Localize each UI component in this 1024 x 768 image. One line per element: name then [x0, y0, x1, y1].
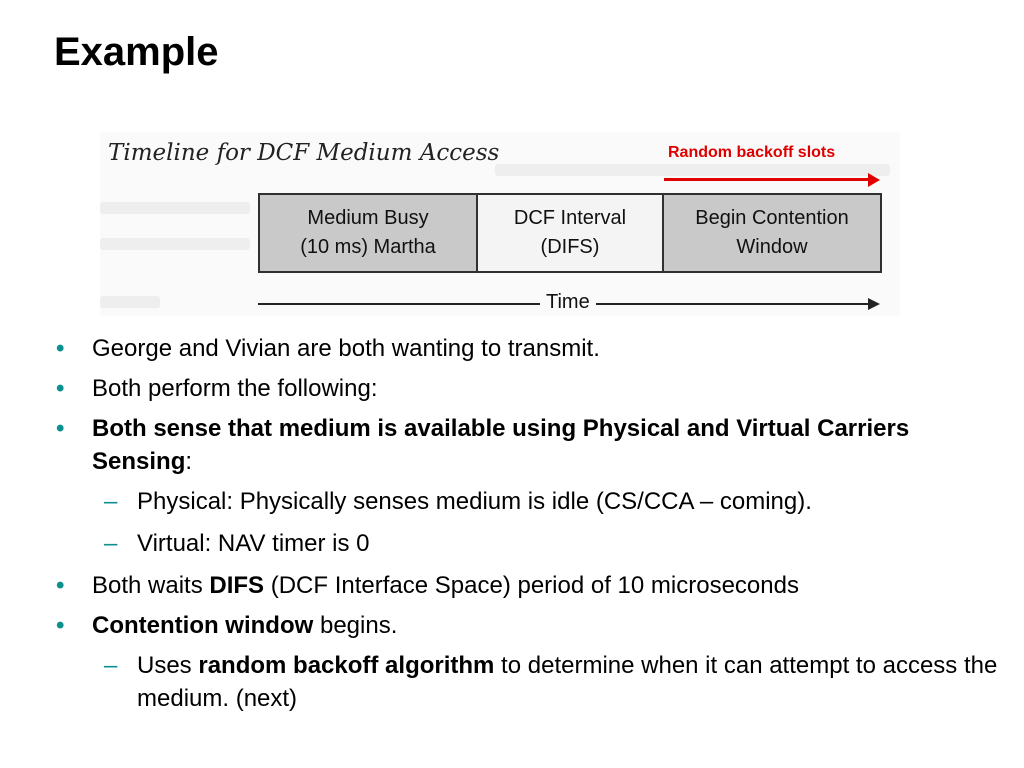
bullet-text: : [185, 448, 193, 475]
figure-caption: Timeline for DCF Medium Access [108, 140, 500, 166]
sub-bullet-item [54, 649, 1004, 715]
bullet-item [54, 332, 1004, 365]
sub-bullet-text: Physical: Physically senses medium is idle (CS/CCA – coming). [137, 488, 812, 515]
medium-busy-label: Medium Busy [307, 207, 429, 229]
bullet-marker: • [56, 415, 65, 442]
random-backoff-annotation: Random backoff slots [668, 144, 836, 161]
medium-busy-box [258, 193, 478, 273]
slide-title: Example [54, 30, 219, 74]
sub-bullet-item [54, 527, 1004, 560]
bullet-item [54, 412, 1004, 478]
scan-background-text [100, 296, 160, 308]
sub-bullet-marker: – [104, 652, 118, 679]
bullet-marker: • [56, 612, 65, 639]
bullet-text: Both perform the following: [92, 375, 378, 402]
sub-bullet-text: to determine when it can attempt to access the medium. (next) [137, 652, 998, 712]
contention-window-box [662, 193, 882, 273]
bullet-text: George and Vivian are both wanting to transmit. [92, 335, 600, 362]
bullet-item [54, 569, 1004, 602]
sub-bullet-item [54, 485, 1004, 518]
sub-bullet-marker: – [104, 530, 118, 557]
bullet-item [54, 609, 1004, 642]
contention-window-label: Begin Contention [695, 207, 849, 229]
bullet-marker: • [56, 375, 65, 402]
dcf-interval-detail: (DIFS) [540, 236, 600, 258]
time-axis-label: Time [540, 291, 596, 314]
backoff-arrowhead-icon [868, 173, 880, 187]
sub-bullet-text-bold: random backoff algorithm [198, 652, 495, 679]
bullet-marker: • [56, 572, 65, 599]
sub-bullet-marker: – [104, 488, 118, 515]
bullet-item [54, 372, 1004, 405]
contention-window-detail: Window [736, 236, 808, 258]
dcf-interval-label: DCF Interval [513, 207, 627, 229]
backoff-arrow-shaft [664, 178, 870, 181]
bullet-text-bold: Both sense that medium is available using Physical and Virtual Carriers Sensing [92, 415, 910, 475]
bullet-text: Both waits [92, 572, 210, 599]
medium-busy-detail: (10 ms) Martha [300, 236, 436, 258]
dcf-interval-box [478, 193, 662, 273]
sub-bullet-text: Uses [137, 652, 199, 679]
sub-bullet-text: Virtual: NAV timer is 0 [137, 530, 370, 557]
time-axis [258, 290, 880, 316]
scan-background-text [100, 238, 250, 250]
bullet-text-bold: Contention window [92, 612, 314, 639]
bullet-text: (DCF Interface Space) period of 10 microseconds [264, 572, 799, 599]
bullet-text: begins. [313, 612, 398, 639]
time-arrowhead-icon [868, 298, 880, 310]
random-backoff-arrow [664, 173, 880, 187]
scan-background-text [100, 202, 250, 214]
bullet-text-bold: DIFS [209, 572, 265, 599]
bullet-list [54, 332, 1004, 724]
bullet-marker: • [56, 335, 65, 362]
